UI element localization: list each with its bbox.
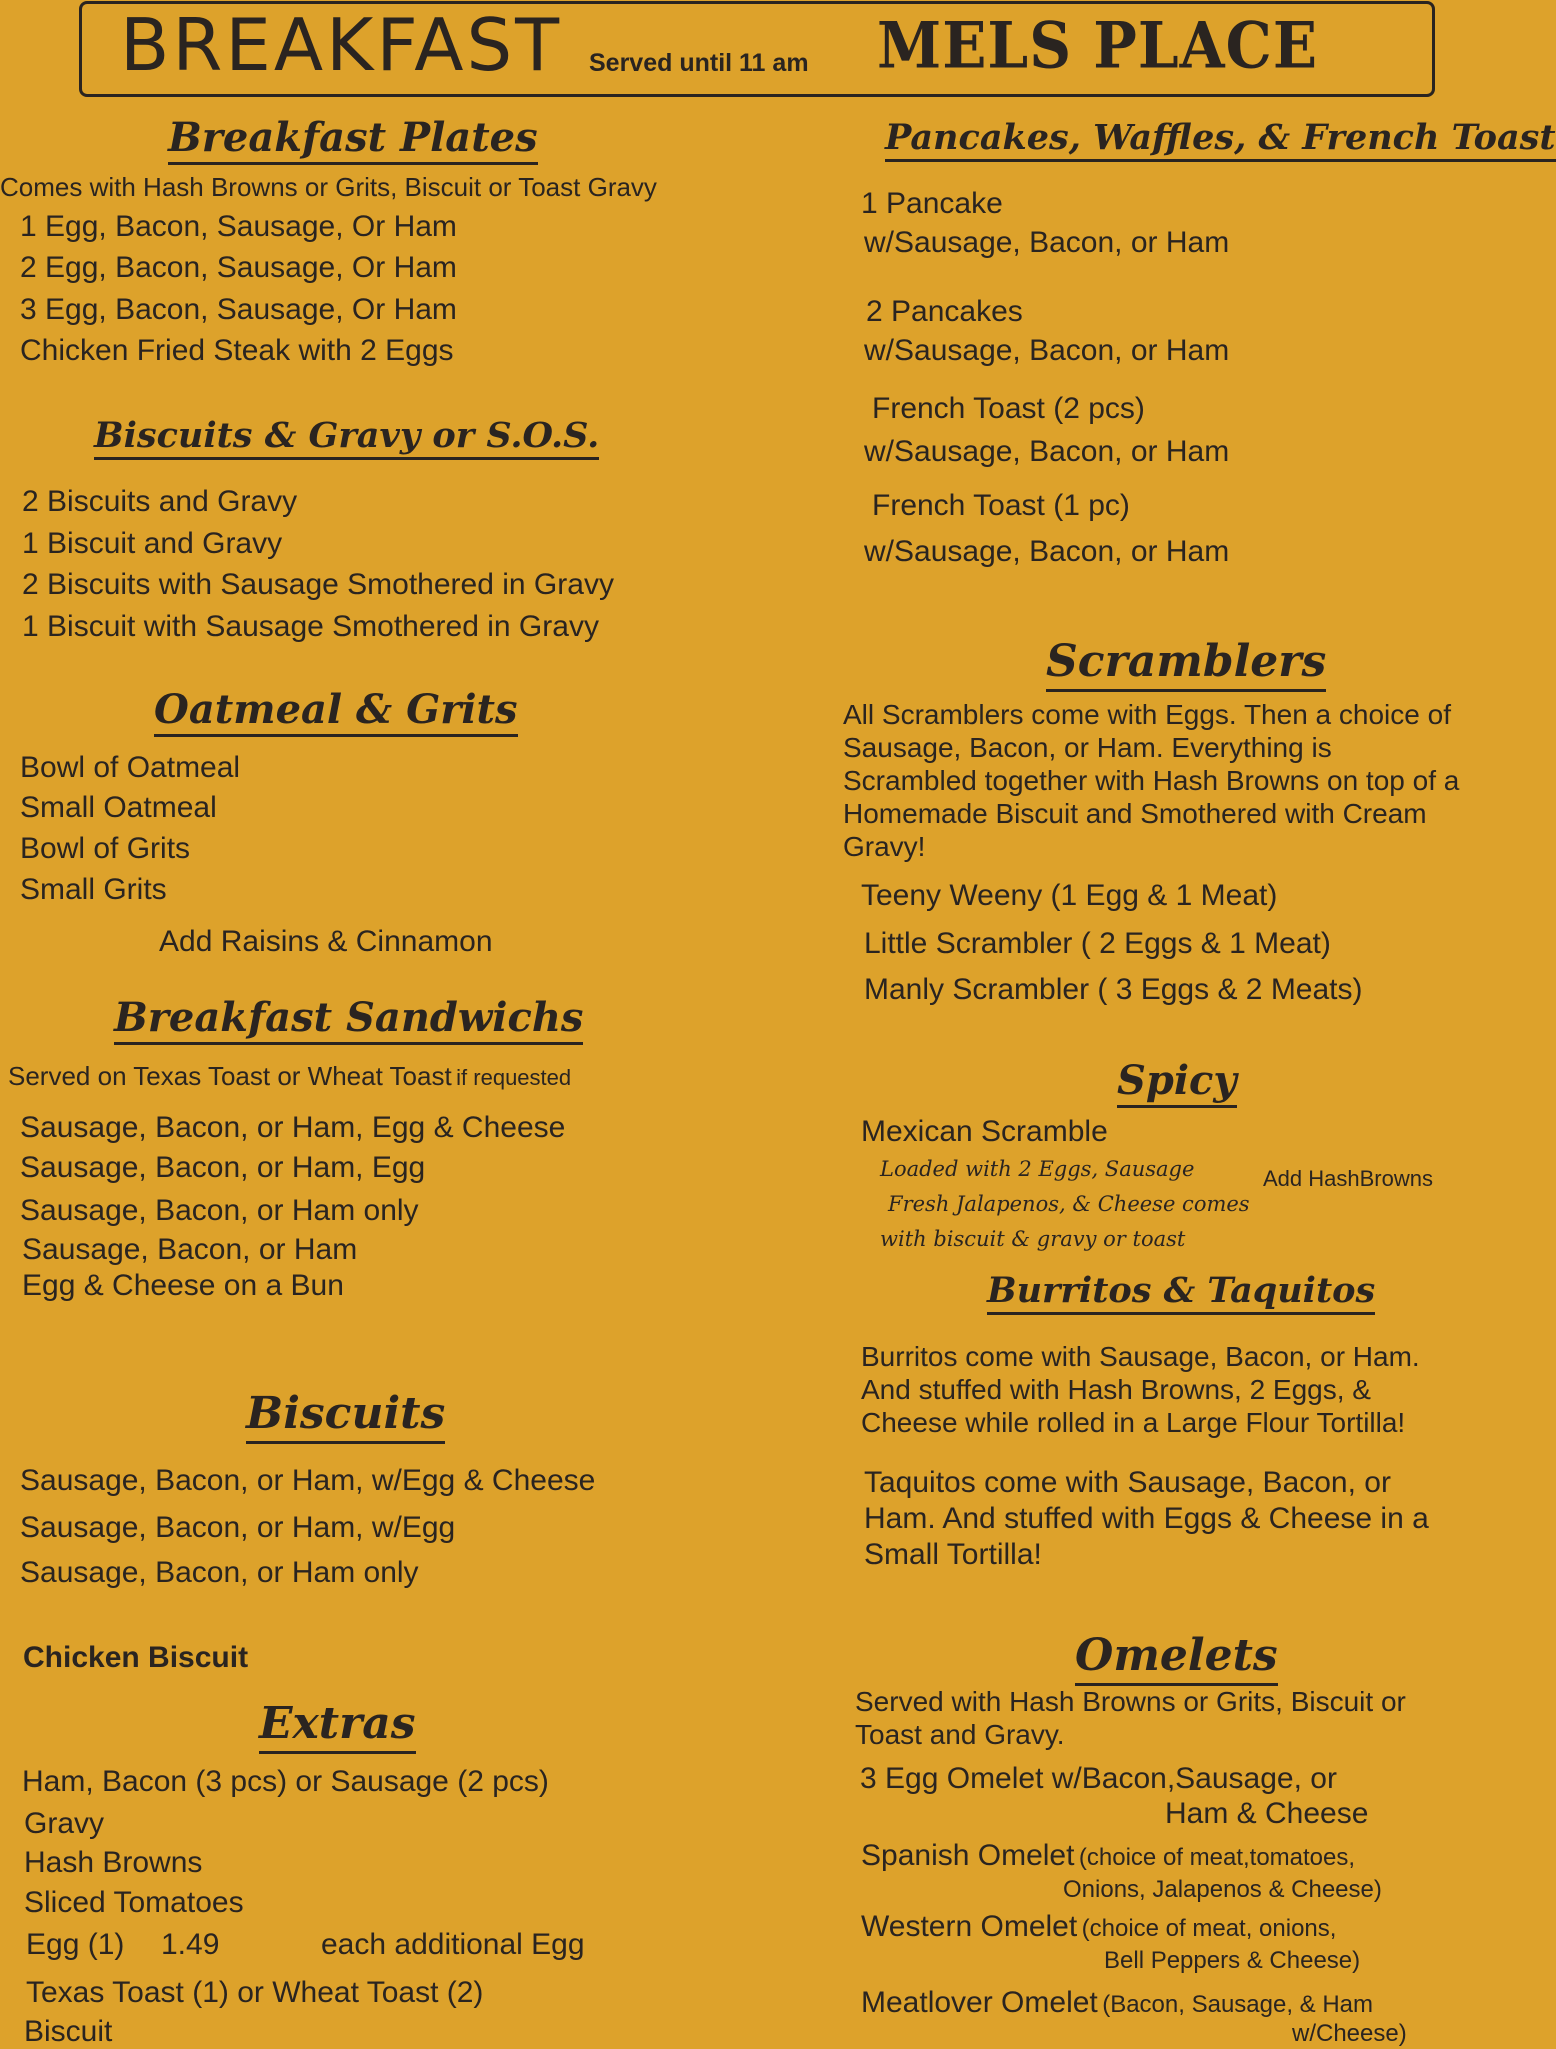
spicy-addon: Add HashBrowns [1263, 1166, 1433, 1191]
menu-item: Sausage, Bacon, or Ham, Egg [20, 1151, 426, 1184]
chicken-biscuit: Chicken Biscuit [23, 1641, 249, 1674]
spanish-omelet-name: Spanish Omelet [861, 1839, 1075, 1872]
menu-item: Small Oatmeal [20, 791, 217, 824]
menu-item: Texas Toast (1) or Wheat Toast (2) [26, 1976, 484, 2009]
menu-item: 3 Egg, Bacon, Sausage, Or Ham [20, 293, 457, 326]
menu-item-detail: w/Sausage, Bacon, or Ham [864, 334, 1230, 367]
menu-item: 3 Egg Omelet w/Bacon,Sausage, or [860, 1762, 1337, 1795]
meatlover-omelet-name: Meatlover Omelet [861, 1986, 1098, 2019]
breakfast-plates-note: Comes with Hash Browns or Grits, Biscuit or Toast Gravy [0, 172, 657, 202]
section-title-extras: Extras [259, 1698, 416, 1754]
menu-item: Chicken Fried Steak with 2 Eggs [20, 334, 454, 367]
menu-item: French Toast (2 pcs) [872, 392, 1145, 425]
spicy-desc-line: Loaded with 2 Eggs, Sausage [880, 1157, 1195, 1181]
western-omelet [861, 1910, 1336, 1944]
menu-item: Hash Browns [24, 1846, 203, 1879]
menu-item: Manly Scrambler ( 3 Eggs & 2 Meats) [864, 973, 1363, 1006]
menu-item: Sliced Tomatoes [24, 1886, 244, 1919]
section-title-burritos: Burritos & Taquitos [987, 1270, 1375, 1315]
scramblers-description: All Scramblers come with Eggs. Then a choice of Sausage, Bacon, or Ham. Everything is Scrambled together with Hash Browns on top of a Homemade Biscuit and Smothered with Cream Gravy! [843, 699, 1460, 862]
meatlover-omelet-detail-2: w/Cheese) [1292, 2020, 1407, 2047]
western-omelet-detail: (choice of meat, onions, [1081, 1915, 1337, 1942]
sandwiches-note-main: Served on Texas Toast or Wheat Toast [8, 1061, 452, 1091]
menu-item: Sausage, Bacon, or Ham only [20, 1194, 419, 1227]
menu-item: 2 Egg, Bacon, Sausage, Or Ham [20, 251, 457, 284]
section-title-spicy: Spicy [1117, 1057, 1237, 1108]
menu-item: 2 Pancakes [866, 295, 1023, 328]
section-title-breakfast-sandwichs: Breakfast Sandwichs [114, 994, 583, 1045]
menu-item: Sausage, Bacon, or Ham only [20, 1556, 419, 1589]
section-title-scramblers: Scramblers [1046, 636, 1326, 692]
extra-egg: Egg (1) [26, 1928, 125, 1961]
spicy-desc-line: Fresh Jalapenos, & Cheese comes [888, 1192, 1250, 1216]
menu-item: Teeny Weeny (1 Egg & 1 Meat) [861, 879, 1278, 912]
menu-item-detail: Ham & Cheese [1165, 1797, 1369, 1830]
menu-item: Biscuit [24, 2015, 113, 2048]
menu-item: 1 Egg, Bacon, Sausage, Or Ham [20, 210, 457, 243]
section-title-biscuits-gravy: Biscuits & Gravy or S.O.S. [94, 415, 599, 460]
western-omelet-detail-2: Bell Peppers & Cheese) [1104, 1947, 1361, 1974]
menu-item: 1 Biscuit with Sausage Smothered in Gravy [22, 610, 599, 643]
menu-item: 1 Pancake [861, 187, 1003, 220]
menu-item-detail: w/Sausage, Bacon, or Ham [864, 226, 1230, 259]
sandwiches-note-small: if requested [456, 1065, 572, 1090]
extra-egg-price: 1.49 [161, 1928, 220, 1961]
menu-item: 2 Biscuits and Gravy [22, 485, 298, 518]
menu-item: Bowl of Oatmeal [20, 751, 241, 784]
menu-item: Ham, Bacon (3 pcs) or Sausage (2 pcs) [22, 1765, 549, 1798]
section-title-oatmeal-grits: Oatmeal & Grits [154, 686, 518, 737]
burritos-description: Burritos come with Sausage, Bacon, or Ham. And stuffed with Hash Browns, 2 Eggs, & Cheese while rolled in a Large Flour Tortilla! [861, 1341, 1420, 1438]
spanish-omelet [861, 1839, 1355, 1873]
menu-item: 2 Biscuits with Sausage Smothered in Gravy [22, 568, 614, 601]
oatmeal-addon: Add Raisins & Cinnamon [159, 925, 493, 958]
sandwiches-note [8, 1061, 571, 1092]
menu-item: Sausage, Bacon, or Ham [22, 1233, 358, 1266]
menu-item-detail: w/Sausage, Bacon, or Ham [864, 535, 1230, 568]
menu-item: Sausage, Bacon, or Ham, w/Egg [20, 1511, 456, 1544]
spicy-desc-line: with biscuit & gravy or toast [880, 1227, 1186, 1251]
menu-item: 1 Biscuit and Gravy [22, 527, 283, 560]
section-title-biscuits: Biscuits [246, 1388, 445, 1444]
menu-item: Little Scrambler ( 2 Eggs & 1 Meat) [864, 927, 1331, 960]
meatlover-omelet-detail: (Bacon, Sausage, & Ham [1102, 1991, 1374, 2018]
restaurant-name: MELS PLACE [877, 8, 1319, 83]
menu-item: Sausage, Bacon, or Ham, w/Egg & Cheese [20, 1464, 596, 1497]
extra-egg-additional: each additional Egg [321, 1928, 585, 1961]
section-title-breakfast-plates: Breakfast Plates [168, 114, 538, 165]
service-hours: Served until 11 am [589, 49, 809, 77]
menu-item-detail: w/Sausage, Bacon, or Ham [864, 435, 1230, 468]
menu-item: Gravy [24, 1807, 105, 1840]
menu-item: Bowl of Grits [20, 832, 191, 865]
menu-item: Egg & Cheese on a Bun [22, 1269, 344, 1302]
western-omelet-name: Western Omelet [861, 1910, 1078, 1943]
menu-title: BREAKFAST [120, 3, 563, 87]
spanish-omelet-detail: (choice of meat,tomatoes, [1078, 1844, 1356, 1871]
menu-item: French Toast (1 pc) [872, 489, 1130, 522]
section-title-omelets: Omelets [1075, 1630, 1278, 1686]
spanish-omelet-detail-2: Onions, Jalapenos & Cheese) [1063, 1876, 1382, 1903]
menu-item: Small Grits [20, 873, 167, 906]
menu-item: Mexican Scramble [861, 1115, 1108, 1148]
section-title-pancakes: Pancakes, Waffles, & French Toast [885, 117, 1556, 162]
taquitos-description: Taquitos come with Sausage, Bacon, or Ham. And stuffed with Eggs & Cheese in a Small Tortilla! [864, 1466, 1429, 1571]
meatlover-omelet [861, 1986, 1373, 2020]
omelets-note: Served with Hash Browns or Grits, Biscuit or Toast and Gravy. [855, 1686, 1406, 1750]
menu-item: Sausage, Bacon, or Ham, Egg & Cheese [20, 1111, 566, 1144]
